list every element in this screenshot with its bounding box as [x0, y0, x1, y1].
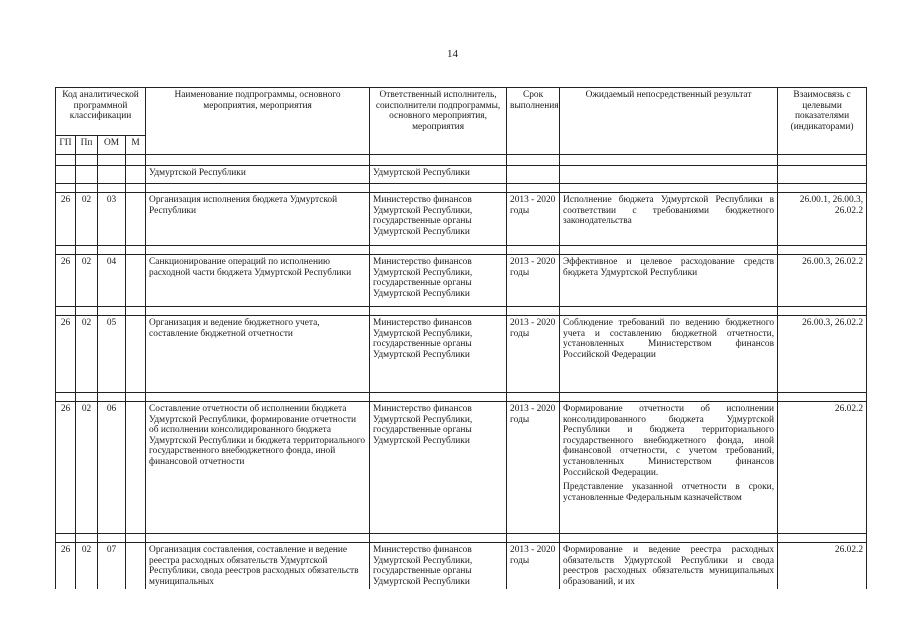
cell-name: Организация и ведение бюджетного учета, составление бюджетной отчетности — [146, 316, 370, 393]
cell-name: Санкционирование операций по исполнению расходной части бюджета Удмуртской Республики — [146, 255, 370, 307]
result-paragraph: Представление указанной отчетности в сроки, установленные Федеральным казначейством — [563, 482, 775, 503]
cell-result: Формирование и ведение реестра расходных обязательств Удмуртской Республики и свода реестров расходных обязательств муниципальных образований, и их — [560, 543, 778, 590]
cell-responsible: Министерство финансов Удмуртской Республики, государственные органы Удмуртской Республики — [370, 543, 507, 590]
cell-name: Организация составления, составление и ведение реестра расходных обязательств Удмуртской Республики, свода реестров расходных обязательств муниципальных — [146, 543, 370, 590]
cell-m — [126, 402, 146, 534]
header-link: Взаимосвязь с целевыми показателями (индикаторами) — [778, 88, 867, 155]
cell-link: 26.02.2 — [778, 402, 867, 534]
cell-result: Соблюдение требований по ведению бюджетного учета и составлению бюджетной отчетности, установленных Министерством финансов Российской Федерации — [560, 316, 778, 393]
header-pp: Пп — [76, 136, 98, 155]
table-row — [56, 255, 867, 307]
cell-result: Исполнение бюджета Удмуртской Республики в соответствии с требованиями бюджетного законодательства — [560, 193, 778, 246]
cell-link — [778, 166, 867, 184]
cell-om: 05 — [98, 316, 126, 393]
cell-name: Организация исполнения бюджета Удмуртской Республики — [146, 193, 370, 246]
result-paragraph: Формирование отчетности об исполнении консолидированного бюджета Удмуртской Республики и бюджета территориального государственного внебюджетного фонда, иной финансовой отчетности, с учетом требований, установленных Министерством финансов Российской Федерации. — [563, 404, 775, 478]
cell-term: 2013 - 2020 годы — [507, 316, 560, 393]
table-row — [56, 543, 867, 590]
header-term: Срок выполнения — [507, 88, 560, 155]
cell-pp: 02 — [76, 193, 98, 246]
cell-link: 26.02.2 — [778, 543, 867, 590]
header-result: Ожидаемый непосредственный результат — [560, 88, 778, 155]
cell-pp — [76, 166, 98, 184]
cell-pp: 02 — [76, 255, 98, 307]
cell-responsible: Министерство финансов Удмуртской Республики, государственные органы Удмуртской Республики — [370, 193, 507, 246]
cell-gp: 26 — [56, 193, 76, 246]
cell-pp: 02 — [76, 402, 98, 534]
header-code-group: Код аналитической программной классификации — [56, 88, 146, 136]
cell-gp: 26 — [56, 543, 76, 590]
cell-gp: 26 — [56, 402, 76, 534]
cell-responsible: Министерство финансов Удмуртской Республики, государственные органы Удмуртской Республики — [370, 255, 507, 307]
cell-link: 26.00.3, 26.02.2 — [778, 316, 867, 393]
cell-om: 06 — [98, 402, 126, 534]
cell-om: 03 — [98, 193, 126, 246]
cell-om: 07 — [98, 543, 126, 590]
cell-m — [126, 543, 146, 590]
cell-responsible: Удмуртской Республики — [370, 166, 507, 184]
cell-term: 2013 - 2020 годы — [507, 193, 560, 246]
cell-responsible: Министерство финансов Удмуртской Республики, государственные органы Удмуртской Республики — [370, 402, 507, 534]
cell-term: 2013 - 2020 годы — [507, 402, 560, 534]
cell-gp: 26 — [56, 316, 76, 393]
cell-link: 26.00.3, 26.02.2 — [778, 255, 867, 307]
cell-name: Удмуртской Республики — [146, 166, 370, 184]
cell-pp: 02 — [76, 543, 98, 590]
table-row — [56, 316, 867, 393]
cell-m — [126, 316, 146, 393]
header-om: ОМ — [98, 136, 126, 155]
cell-gp — [56, 166, 76, 184]
cell-m — [126, 193, 146, 246]
table-row — [56, 166, 867, 184]
table-row — [56, 193, 867, 246]
cell-gp: 26 — [56, 255, 76, 307]
cell-result — [560, 166, 778, 184]
cell-result — [560, 402, 778, 534]
cell-term — [507, 166, 560, 184]
cell-responsible: Министерство финансов Удмуртской Республики, государственные органы Удмуртской Республики — [370, 316, 507, 393]
header-m: М — [126, 136, 146, 155]
cell-m — [126, 255, 146, 307]
header-responsible: Ответственный исполнитель, соисполнители подпрограммы, основного мероприятия, мероприятия — [370, 88, 507, 155]
table-row — [56, 402, 867, 534]
header-name: Наименование подпрограммы, основного мероприятия, мероприятия — [146, 88, 370, 155]
cell-om: 04 — [98, 255, 126, 307]
cell-term: 2013 - 2020 годы — [507, 255, 560, 307]
cell-result: Эффективное и целевое расходование средств бюджета Удмуртской Республики — [560, 255, 778, 307]
cell-om — [98, 166, 126, 184]
cell-link: 26.00.1, 26.00.3, 26.02.2 — [778, 193, 867, 246]
page-number: 14 — [447, 48, 458, 60]
cell-m — [126, 166, 146, 184]
header-gp: ГП — [56, 136, 76, 155]
program-table — [55, 87, 867, 589]
cell-pp: 02 — [76, 316, 98, 393]
cell-name: Составление отчетности об исполнении бюджета Удмуртской Республики, формирование отчетности об исполнении консолидированного бюджета Удмуртской Республики и бюджета территориального государственного внебюджетного фонда, иной финансовой отчетности — [146, 402, 370, 534]
cell-term: 2013 - 2020 годы — [507, 543, 560, 590]
